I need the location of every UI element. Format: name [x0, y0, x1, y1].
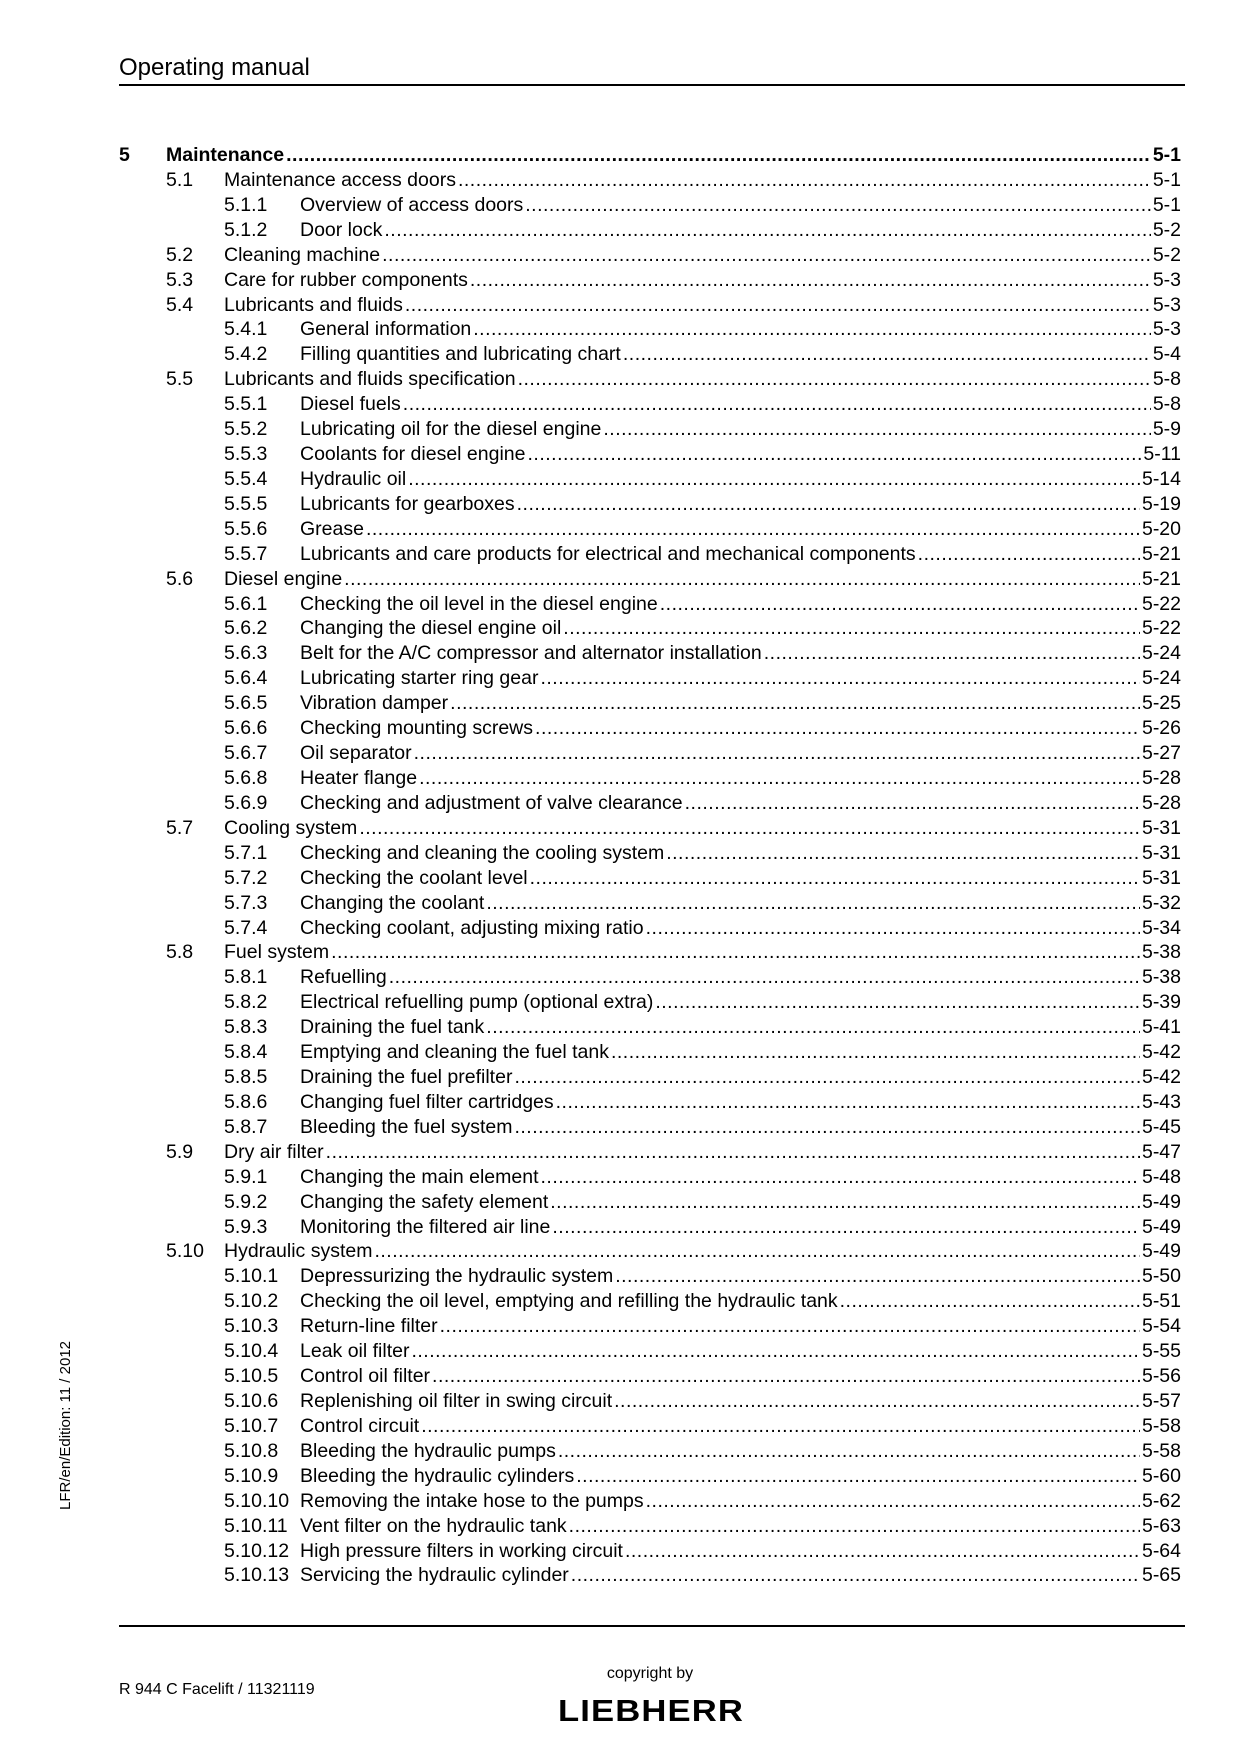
toc-entry-page: 5-57	[1141, 1390, 1181, 1412]
dot-leader	[611, 1039, 1140, 1065]
toc-entry-title: Emptying and cleaning the fuel tank	[300, 1041, 609, 1063]
toc-entry-title: Draining the fuel prefilter	[300, 1066, 513, 1088]
toc-entry-title: Changing the coolant	[300, 892, 485, 914]
toc-entry-title: Hydraulic system	[224, 1240, 373, 1262]
dot-leader	[576, 1463, 1140, 1489]
toc-entry-number: 5.7	[166, 817, 194, 839]
toc-entry	[224, 665, 1181, 691]
toc-entry-title: Heater flange	[300, 767, 418, 789]
dot-leader	[556, 1089, 1140, 1115]
toc-entry-title: Cleaning machine	[224, 244, 381, 266]
toc-entry-title: Care for rubber components	[224, 269, 468, 291]
toc-entry-number: 5.8.2	[224, 991, 268, 1013]
toc-entry-title: Changing the diesel engine oil	[300, 617, 562, 639]
dot-leader	[840, 1288, 1140, 1314]
toc-entry	[224, 1363, 1181, 1389]
toc-entry-page: 5-22	[1141, 617, 1181, 639]
toc-entry-page: 5-58	[1141, 1415, 1181, 1437]
toc-entry-title: Maintenance	[166, 144, 285, 166]
dot-leader	[414, 740, 1140, 766]
toc-entry	[224, 740, 1181, 766]
dot-leader	[614, 1388, 1140, 1414]
toc-entry	[224, 1214, 1181, 1240]
toc-entry-page: 5-1	[1152, 194, 1181, 216]
toc-entry	[224, 1413, 1181, 1439]
toc-entry-number: 5.10.13	[224, 1564, 290, 1586]
toc-entry	[224, 316, 1181, 342]
toc-entry	[224, 1338, 1181, 1364]
toc-entry-title: Checking coolant, adjusting mixing ratio	[300, 917, 644, 939]
toc-entry-page: 5-21	[1141, 568, 1181, 590]
toc-entry-number: 5.10.4	[224, 1340, 279, 1362]
toc-entry-number: 5.5.6	[224, 518, 268, 540]
toc-entry-title: Return-line filter	[300, 1315, 438, 1337]
dot-leader	[550, 1189, 1140, 1215]
toc-entry-title: Maintenance access doors	[224, 169, 456, 191]
toc-entry	[224, 391, 1181, 417]
toc-entry	[224, 640, 1181, 666]
toc-entry	[224, 1189, 1181, 1215]
toc-entry-title: Changing the safety element	[300, 1191, 549, 1213]
toc-entry-page: 5-49	[1141, 1191, 1181, 1213]
dot-leader	[331, 939, 1140, 965]
toc-entry-number: 5.5.3	[224, 443, 268, 465]
toc-entry-title: Removing the intake hose to the pumps	[300, 1490, 644, 1512]
toc-entry-title: Diesel engine	[224, 568, 343, 590]
toc-entry-number: 5.10.10	[224, 1490, 290, 1512]
toc-entry-page: 5-51	[1141, 1290, 1181, 1312]
toc-entry-page: 5-34	[1141, 917, 1181, 939]
toc-entry-title: Filling quantities and lubricating chart	[300, 343, 621, 365]
toc-entry-page: 5-55	[1141, 1340, 1181, 1362]
toc-entry-page: 5-54	[1141, 1315, 1181, 1337]
dot-leader	[918, 541, 1140, 567]
toc-entry-page: 5-14	[1141, 468, 1181, 490]
toc-entry	[166, 366, 1181, 392]
dot-leader	[540, 665, 1140, 691]
page-title: Operating manual	[119, 54, 310, 81]
toc-entry-title: Hydraulic oil	[300, 468, 407, 490]
toc-entry-title: Servicing the hydraulic cylinder	[300, 1564, 569, 1586]
toc-entry-page: 5-21	[1141, 543, 1181, 565]
toc-entry-number: 5.10.2	[224, 1290, 279, 1312]
dot-leader	[623, 341, 1151, 367]
toc-entry-page: 5-11	[1143, 443, 1181, 465]
toc-entry-number: 5.4	[166, 294, 194, 316]
toc-entry	[224, 1089, 1181, 1115]
toc-entry-title: Vent filter on the hydraulic tank	[300, 1515, 567, 1537]
footer-rule	[119, 1625, 1185, 1627]
dot-leader	[440, 1313, 1140, 1339]
toc-entry	[224, 865, 1181, 891]
toc-entry-title: Changing the main element	[300, 1166, 539, 1188]
toc-entry-page: 5-31	[1141, 817, 1181, 839]
toc-entry	[224, 989, 1181, 1015]
dot-leader	[541, 1164, 1140, 1190]
dot-leader	[517, 491, 1140, 517]
toc-entry-number: 5.10.11	[224, 1515, 288, 1537]
toc-entry-page: 5-20	[1141, 518, 1181, 540]
dot-leader	[625, 1538, 1140, 1564]
dot-leader	[518, 366, 1151, 392]
toc-entry-number: 5.2	[166, 244, 194, 266]
toc-entry-page: 5-28	[1141, 767, 1181, 789]
toc-entry-number: 5.6.6	[224, 717, 268, 739]
toc-entry-page: 5-32	[1141, 892, 1181, 914]
toc-entry-page: 5-42	[1141, 1066, 1181, 1088]
dot-leader	[458, 167, 1151, 193]
toc-entry-page: 5-8	[1152, 393, 1181, 415]
toc-entry	[119, 142, 1181, 168]
toc-entry-title: Control oil filter	[300, 1365, 431, 1387]
toc-entry	[224, 1438, 1181, 1464]
toc-entry-title: Control circuit	[300, 1415, 420, 1437]
toc-entry-page: 5-38	[1141, 966, 1181, 988]
toc-entry-title: Checking and adjustment of valve clearance	[300, 792, 683, 814]
toc-entry-page: 5-3	[1152, 294, 1181, 316]
toc-entry-number: 5.7.3	[224, 892, 268, 914]
toc-entry-number: 5.10.12	[224, 1540, 290, 1562]
toc-entry-title: Lubricants and fluids	[224, 294, 403, 316]
toc-entry-number: 5.8.6	[224, 1091, 268, 1113]
toc-entry-page: 5-56	[1141, 1365, 1181, 1387]
toc-entry	[224, 1562, 1181, 1588]
toc-entry-number: 5.10.3	[224, 1315, 279, 1337]
toc-entry	[224, 1114, 1181, 1140]
toc-entry-page: 5-2	[1152, 244, 1181, 266]
dot-leader	[655, 989, 1140, 1015]
dot-leader	[514, 1064, 1140, 1090]
toc-entry	[224, 1313, 1181, 1339]
toc-entry-title: Lubricants and care products for electrical and mechanical components	[300, 543, 916, 565]
dot-leader	[552, 1214, 1140, 1240]
toc-entry-number: 5.5.5	[224, 493, 268, 515]
toc-entry-page: 5-49	[1141, 1216, 1181, 1238]
toc-entry-number: 5.8.7	[224, 1116, 268, 1138]
toc-entry-number: 5.1	[166, 169, 194, 191]
toc-entry-number: 5.6.8	[224, 767, 268, 789]
toc-entry	[224, 1263, 1181, 1289]
toc-entry-number: 5.9.1	[224, 1166, 268, 1188]
toc-entry-number: 5.9.3	[224, 1216, 268, 1238]
toc-entry-page: 5-58	[1141, 1440, 1181, 1462]
edition-label: LFR/en/Edition: 11 / 2012	[57, 1341, 74, 1510]
toc-entry	[224, 516, 1181, 542]
toc-entry-page: 5-38	[1141, 941, 1181, 963]
dot-leader	[403, 391, 1151, 417]
toc-entry-page: 5-24	[1141, 667, 1181, 689]
toc-entry	[224, 840, 1181, 866]
toc-entry-number: 5.6.1	[224, 593, 268, 615]
model-number: R 944 C Facelift / 11321119	[119, 1681, 315, 1698]
toc-entry	[166, 267, 1181, 293]
dot-leader	[563, 615, 1140, 641]
toc-entry-title: Checking mounting screws	[300, 717, 534, 739]
toc-entry-number: 5.4.2	[224, 343, 268, 365]
toc-entry-page: 5-45	[1141, 1116, 1181, 1138]
dot-leader	[473, 316, 1151, 342]
toc-entry	[224, 915, 1181, 941]
header-rule	[119, 84, 1185, 86]
toc-entry-title: Depressurizing the hydraulic system	[300, 1265, 614, 1287]
dot-leader	[525, 192, 1151, 218]
toc-entry-page: 5-41	[1141, 1016, 1181, 1038]
toc-entry-page: 5-19	[1141, 493, 1181, 515]
toc-entry-page: 5-43	[1141, 1091, 1181, 1113]
toc-entry-page: 5-1	[1152, 169, 1181, 191]
toc-entry-page: 5-65	[1141, 1564, 1181, 1586]
toc-entry-title: Belt for the A/C compressor and alternator installation	[300, 642, 762, 664]
toc-entry-page: 5-28	[1141, 792, 1181, 814]
dot-leader	[558, 1438, 1140, 1464]
toc-entry	[224, 1288, 1181, 1314]
toc-entry	[166, 167, 1181, 193]
liebherr-logo	[555, 1692, 747, 1726]
toc-entry-page: 5-49	[1141, 1240, 1181, 1262]
toc-entry-title: Cooling system	[224, 817, 358, 839]
toc-entry-number: 5.9	[166, 1141, 194, 1163]
toc-entry	[166, 566, 1181, 592]
toc-entry-number: 5.10.1	[224, 1265, 279, 1287]
toc-entry-number: 5.6.9	[224, 792, 268, 814]
toc-entry-number: 5.5.7	[224, 543, 268, 565]
dot-leader	[685, 790, 1140, 816]
toc-entry-number: 5.5.1	[224, 393, 268, 415]
dot-leader	[405, 292, 1151, 318]
toc-entry-title: Checking the oil level, emptying and refilling the hydraulic tank	[300, 1290, 838, 1312]
toc-entry-title: Oil separator	[300, 742, 412, 764]
toc-entry	[224, 416, 1181, 442]
dot-leader	[389, 964, 1140, 990]
dot-leader	[603, 416, 1150, 442]
toc-entry-number: 5.1.2	[224, 219, 268, 241]
toc-entry	[166, 815, 1181, 841]
toc-entry-title: Overview of access doors	[300, 194, 524, 216]
toc-entry-page: 5-3	[1152, 269, 1181, 291]
dot-leader	[374, 1238, 1140, 1264]
toc-entry-page: 5-31	[1141, 867, 1181, 889]
toc-entry	[166, 242, 1181, 268]
dot-leader	[470, 267, 1151, 293]
toc-entry-page: 5-2	[1152, 219, 1181, 241]
dot-leader	[382, 242, 1151, 268]
toc-entry-page: 5-24	[1141, 642, 1181, 664]
toc-entry-number: 5.5.2	[224, 418, 268, 440]
toc-entry-title: Checking the coolant level	[300, 867, 528, 889]
dot-leader	[535, 715, 1140, 741]
dot-leader	[421, 1413, 1140, 1439]
toc-entry	[224, 1463, 1181, 1489]
dot-leader	[359, 815, 1140, 841]
toc-entry	[224, 1538, 1181, 1564]
toc-entry-page: 5-27	[1141, 742, 1181, 764]
toc-entry-number: 5.7.1	[224, 842, 268, 864]
toc-entry-number: 5.6.4	[224, 667, 268, 689]
toc-entry	[224, 1014, 1181, 1040]
toc-entry	[224, 1388, 1181, 1414]
toc-entry-number: 5.6.5	[224, 692, 268, 714]
toc-entry	[224, 615, 1181, 641]
toc-entry-number: 5.4.1	[224, 318, 268, 340]
dot-leader	[432, 1363, 1140, 1389]
toc-entry-title: Changing fuel filter cartridges	[300, 1091, 554, 1113]
toc-entry-number: 5.7.2	[224, 867, 268, 889]
toc-entry-page: 5-25	[1141, 692, 1181, 714]
toc-entry	[224, 466, 1181, 492]
toc-entry-number: 5.6.7	[224, 742, 268, 764]
toc-entry-number: 5.8	[166, 941, 194, 963]
dot-leader	[646, 1488, 1140, 1514]
dot-leader	[615, 1263, 1140, 1289]
toc-entry-page: 5-48	[1141, 1166, 1181, 1188]
toc-entry-title: Lubricants and fluids specification	[224, 368, 516, 390]
toc-entry-title: Grease	[300, 518, 364, 540]
toc-entry-number: 5.10.6	[224, 1390, 279, 1412]
toc-entry-number: 5.7.4	[224, 917, 268, 939]
dot-leader	[666, 840, 1140, 866]
toc-entry-title: Bleeding the hydraulic cylinders	[300, 1465, 575, 1487]
toc-entry-title: Checking the oil level in the diesel engine	[300, 593, 658, 615]
toc-entry	[166, 292, 1181, 318]
dot-leader	[286, 142, 1151, 168]
toc-entry-title: General information	[300, 318, 472, 340]
toc-entry-title: Draining the fuel tank	[300, 1016, 485, 1038]
toc-entry-title: Lubricating starter ring gear	[300, 667, 539, 689]
toc-entry	[224, 1513, 1181, 1539]
copyright-text: copyright by	[606, 1665, 694, 1682]
toc-entry	[224, 217, 1181, 243]
dot-leader	[571, 1562, 1140, 1588]
toc-entry	[224, 964, 1181, 990]
toc-entry-number: 5.8.3	[224, 1016, 268, 1038]
dot-leader	[660, 591, 1140, 617]
dot-leader	[419, 765, 1140, 791]
toc-entry-number: 5.9.2	[224, 1191, 268, 1213]
toc-entry-number: 5.10	[166, 1240, 204, 1262]
dot-leader	[450, 690, 1140, 716]
toc-entry-title: Monitoring the filtered air line	[300, 1216, 551, 1238]
toc-entry-number: 5.10.9	[224, 1465, 279, 1487]
dot-leader	[408, 466, 1140, 492]
toc-entry	[224, 790, 1181, 816]
toc-entry-title: Replenishing oil filter in swing circuit	[300, 1390, 613, 1412]
toc-entry-page: 5-42	[1141, 1041, 1181, 1063]
toc-entry-title: Vibration damper	[300, 692, 449, 714]
toc-entry-number: 5.3	[166, 269, 194, 291]
dot-leader	[384, 217, 1150, 243]
toc-entry-page: 5-22	[1141, 593, 1181, 615]
toc-entry-title: Bleeding the fuel system	[300, 1116, 513, 1138]
toc-entry-number: 5.6.3	[224, 642, 268, 664]
toc-entry	[224, 765, 1181, 791]
toc-entry-number: 5.10.8	[224, 1440, 279, 1462]
toc-entry-number: 5.1.1	[224, 194, 268, 216]
toc-entry-page: 5-47	[1141, 1141, 1181, 1163]
toc-entry	[224, 541, 1181, 567]
toc-entry-number: 5.6.2	[224, 617, 268, 639]
toc-entry-page: 5-63	[1141, 1515, 1181, 1537]
toc-entry	[224, 690, 1181, 716]
toc-entry-title: Electrical refuelling pump (optional extra)	[300, 991, 654, 1013]
dot-leader	[527, 441, 1141, 467]
dot-leader	[344, 566, 1140, 592]
toc-entry-number: 5.6	[166, 568, 194, 590]
toc-entry-title: Lubricants for gearboxes	[300, 493, 515, 515]
toc-entry-title: Refuelling	[300, 966, 387, 988]
dot-leader	[569, 1513, 1140, 1539]
toc-entry-number: 5.5	[166, 368, 194, 390]
toc-entry	[224, 491, 1181, 517]
toc-entry	[224, 1064, 1181, 1090]
toc-entry-title: Leak oil filter	[300, 1340, 410, 1362]
toc-entry	[224, 192, 1181, 218]
dot-leader	[514, 1114, 1140, 1140]
toc-entry	[224, 591, 1181, 617]
toc-entry-page: 5-8	[1152, 368, 1181, 390]
toc-entry-title: Coolants for diesel engine	[300, 443, 526, 465]
toc-entry-title: Dry air filter	[224, 1141, 324, 1163]
toc-entry-title: Door lock	[300, 219, 383, 241]
toc-entry-number: 5.5.4	[224, 468, 268, 490]
toc-entry	[224, 441, 1181, 467]
toc-entry-page: 5-62	[1141, 1490, 1181, 1512]
toc-entry-title: Diesel fuels	[300, 393, 401, 415]
toc-entry-number: 5.10.5	[224, 1365, 279, 1387]
dot-leader	[646, 915, 1140, 941]
toc-entry-page: 5-31	[1141, 842, 1181, 864]
toc-entry-title: Checking and cleaning the cooling system	[300, 842, 665, 864]
toc-entry	[224, 341, 1181, 367]
dot-leader	[411, 1338, 1140, 1364]
toc-entry-number: 5	[119, 144, 130, 166]
toc-entry	[224, 1164, 1181, 1190]
toc-entry-number: 5.8.5	[224, 1066, 268, 1088]
dot-leader	[486, 890, 1140, 916]
toc-entry	[224, 1488, 1181, 1514]
toc-entry-number: 5.8.4	[224, 1041, 268, 1063]
toc-entry-number: 5.10.7	[224, 1415, 279, 1437]
toc-entry	[166, 1139, 1181, 1165]
toc-entry-page: 5-50	[1141, 1265, 1181, 1287]
toc-entry	[166, 1238, 1181, 1264]
toc-entry	[224, 1039, 1181, 1065]
toc-entry-page: 5-64	[1141, 1540, 1181, 1562]
toc-entry-page: 5-1	[1152, 144, 1181, 166]
toc-entry-title: Lubricating oil for the diesel engine	[300, 418, 602, 440]
toc-entry-page: 5-60	[1141, 1465, 1181, 1487]
toc-entry-page: 5-9	[1152, 418, 1181, 440]
toc-entry-number: 5.8.1	[224, 966, 268, 988]
toc-entry	[224, 890, 1181, 916]
dot-leader	[486, 1014, 1140, 1040]
dot-leader	[326, 1139, 1140, 1165]
logo-text: LIEBHERR	[558, 1693, 744, 1726]
toc-entry	[166, 939, 1181, 965]
toc-entry-page: 5-3	[1152, 318, 1181, 340]
toc-entry-page: 5-26	[1141, 717, 1181, 739]
dot-leader	[530, 865, 1140, 891]
toc-entry-title: Bleeding the hydraulic pumps	[300, 1440, 556, 1462]
toc-entry-page: 5-4	[1152, 343, 1181, 365]
toc-entry	[224, 715, 1181, 741]
toc-entry-title: Fuel system	[224, 941, 330, 963]
toc-entry-title: High pressure filters in working circuit	[300, 1540, 623, 1562]
dot-leader	[764, 640, 1140, 666]
dot-leader	[366, 516, 1140, 542]
toc-entry-page: 5-39	[1141, 991, 1181, 1013]
